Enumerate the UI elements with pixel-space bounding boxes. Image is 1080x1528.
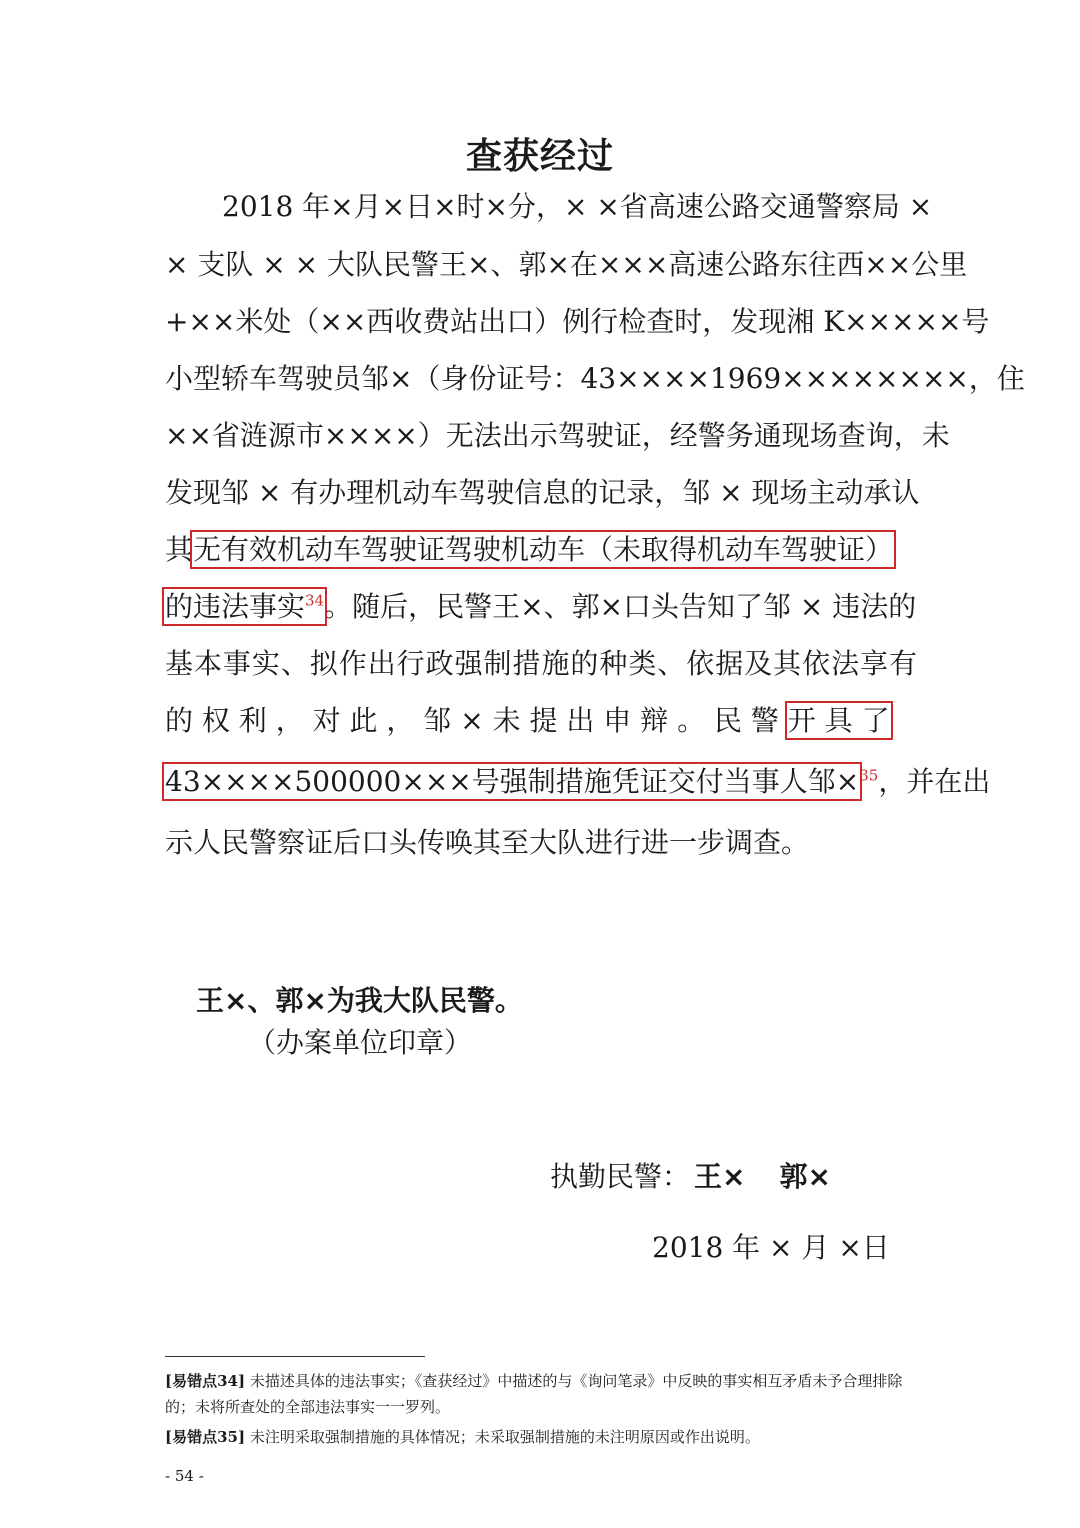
body-line-10 [165,699,917,743]
body-line-2: × 支队 × × 大队民警王×、郭×在×××高速公路东往西××公里 [165,248,968,281]
body-line-11 [165,760,991,804]
footnote-35 [165,1424,925,1450]
body-line-6: 发现邹 × 有办理机动车驾驶信息的记录，邹 × 现场主动承认 [165,476,920,509]
footnote-ref-35: 35 [859,766,879,785]
body-line-4: 小型轿车驾驶员邹×（身份证号：43××××1969××××××××，住 [165,362,1025,395]
highlight-box-35b: 43××××500000×××号强制措施凭证交付当事人邹× [165,765,860,798]
body-line-3: +××米处（××西收费站出口）例行检查时，发现湘 K×××××号 [165,305,990,338]
seal-placeholder: （办案单位印章） [248,1026,473,1059]
body-line-9: 基本事实、拟作出行政强制措施的种类、依据及其依法享有 [165,647,917,680]
page-number: - 54 - [165,1467,204,1485]
body-line-8-rest: 。随后，民警王×、郭×口头告知了邹 × 违法的 [324,590,917,623]
signature-row [550,1157,831,1197]
footnote-34 [165,1368,925,1420]
footnote-34-text: 未描述具体的违法事实；《查获经过》中描述的与《询问笔录》中反映的事实相互矛盾未予合理排除的；未将所查处的全部违法事实一一罗列。 [165,1372,903,1416]
body-line-1: 2018 年×月×日×时×分，× ×省高速公路交通警察局 × [222,190,933,223]
body-line-8 [165,585,917,629]
handwritten-note: 王×、郭×为我大队民警。 [196,984,523,1017]
highlight-text-34b: 的违法事实 [165,590,306,623]
footnote-35-label: [易错点35] [165,1428,246,1446]
body-line-5: ××省涟源市××××）无法出示驾驶证，经警务通现场查询，未 [165,419,950,452]
body-line-12: 示人民警察证后口头传唤其至大队进行进一步调查。 [165,826,810,859]
highlight-box-34a: 无有效机动车驾驶证驾驶机动车（未取得机动车驾驶证） [193,533,894,566]
footnote-35-text: 未注明采取强制措施的具体情况；未采取强制措施的未注明原因或作出说明。 [245,1428,760,1446]
signature-name-1: 王× [694,1160,746,1193]
signature-name-2: 郭× [779,1160,831,1193]
body-line-7-lead: 其 [165,533,194,566]
body-line-11-rest: ，并在出 [878,765,991,798]
page-title: 查获经过 [465,135,614,177]
footnote-ref-34: 34 [305,591,325,610]
highlight-box-35a: 开 具 了 [787,704,890,737]
body-line-7 [165,528,917,572]
signature-label: 执勤民警： [550,1160,691,1193]
highlight-box-34b [165,590,324,623]
footnote-divider [165,1356,425,1357]
body-line-10-lead: 的 权 利 ， 对 此 ， 邹 × 未 提 出 申 辩 。 民 警 [165,704,788,737]
document-date: 2018 年 × 月 ×日 [652,1231,890,1264]
footnote-34-label: [易错点34] [165,1372,246,1390]
